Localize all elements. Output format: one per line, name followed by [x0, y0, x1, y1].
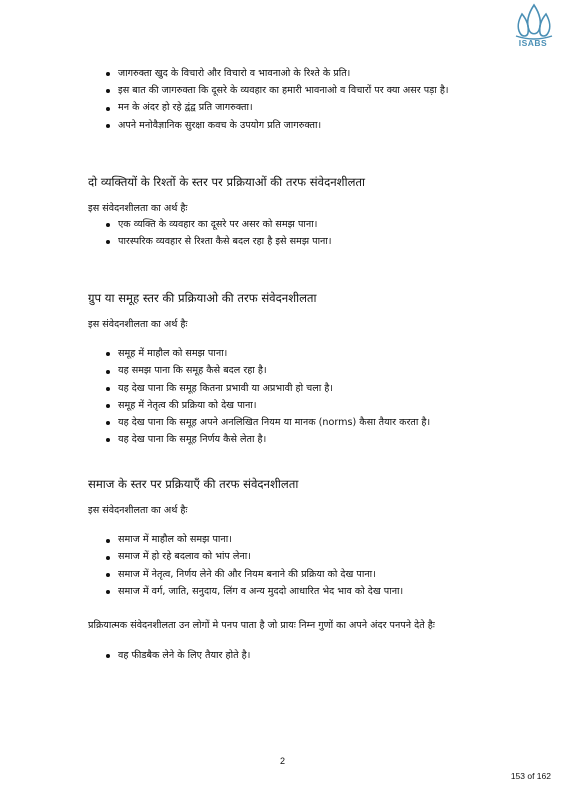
list-item: यह देख पाना कि समूह अपने अनलिखित नियम या मानक (norms) कैसा तैयार करता है।: [118, 417, 528, 430]
list-item: एक व्यक्ति के व्यवहार का दूसरे पर असर को समझ पाना।: [118, 219, 528, 232]
section-intro: इस संवेदनशीलता का अर्थ हैः: [88, 203, 188, 215]
list-item: यह समझ पाना कि समूह कैसे बदल रहा है।: [118, 365, 528, 378]
qualities-list: [88, 650, 528, 663]
list-item: समूह में नेतृत्व की प्रक्रिया को देख पाना।: [118, 400, 528, 413]
list-item: मन के अंदर हो रहे द्वंद्व प्रति जागरुक्ता।: [118, 102, 528, 115]
list-item: समाज में हो रहे बदलाव को भांप लेना।: [118, 551, 528, 564]
section-intro: इस संवेदनशीलता का अर्थ हैः: [88, 318, 188, 330]
list-item: समाज में माहौल को समझ पाना।: [118, 534, 528, 547]
list-item: पारस्परिक व्यवहार से रिश्ता कैसे बदल रहा है इसे समझ पाना।: [118, 236, 528, 249]
awareness-list: [88, 68, 528, 132]
list-item: वह फीडबैक लेने के लिए तैयार होते है।: [118, 650, 528, 663]
section-heading-group: ग्रुप या समूह स्तर की प्रक्रियाओ की तरफ संवेदनशीलता: [88, 290, 317, 305]
page-number: 2: [279, 756, 285, 766]
document-body: [88, 68, 528, 667]
list-item: समूह में माहौल को समझ पाना।: [118, 348, 528, 361]
section-heading-pair: दो व्यक्तियों के रिश्तों के स्तर पर प्रक्रियाओं की तरफ संवेदनशीलता: [88, 175, 366, 190]
pair-list: [88, 219, 528, 249]
list-item: अपने मनोवैज्ञानिक सुरक्षा कवच के उपयोग प्रति जागरुक्ता।: [118, 120, 528, 133]
list-item: इस बात की जागरुक्ता कि दूसरे के व्यवहार का हमारी भावनाओ व विचारों पर क्या असर पड़ा है।: [118, 85, 528, 98]
list-item: यह देख पाना कि समूह निर्णय कैसे लेता है।: [118, 434, 528, 447]
society-list: [88, 534, 528, 598]
group-list: [88, 348, 528, 447]
list-item: जागरुक्ता खुद के विचारो और विचारो व भावनाओ के रिश्ते के प्रति।: [118, 68, 528, 81]
logo-text: ISABS: [518, 38, 548, 48]
list-item: समाज में नेतृत्व, निर्णय लेने की और नियम बनाने की प्रक्रिया को देख पाना।: [118, 569, 528, 582]
section-heading-society: समाज के स्तर पर प्रक्रियाएँ की तरफ संवेदनशीलता: [88, 476, 299, 491]
list-item: यह देख पाना कि समूह कितना प्रभावी या अप्रभावी हो चला है।: [118, 383, 528, 396]
closing-paragraph: प्रक्रियात्मक संवेदनशीलता उन लोगों मे पनप पाता है जो प्रायः निम्न गुणों का अपने अंदर पनपने देते हैः: [88, 620, 435, 632]
page-count: 153 of 162: [510, 771, 551, 781]
section-intro: इस संवेदनशीलता का अर्थ हैः: [88, 504, 188, 516]
list-item: समाज में वर्ग, जाति, सनुदाय, लिंग व अन्य मुददो आधारित भेद भाव को देख पाना।: [118, 586, 528, 599]
